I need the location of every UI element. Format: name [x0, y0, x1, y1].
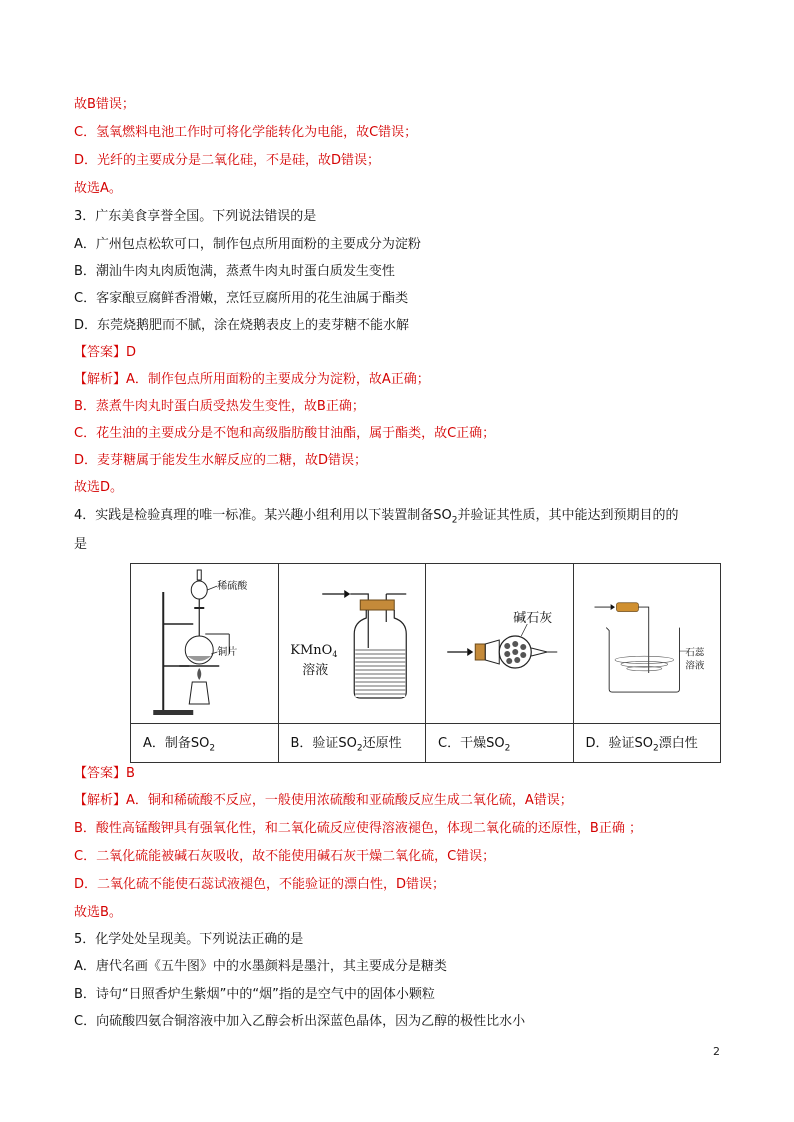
- text-line-4: 故选A。: [74, 181, 122, 196]
- label-solution-b: 溶液: [301, 663, 328, 679]
- q5-option-c: C．向硫酸四氨合铜溶液中加入乙醇会析出深蓝色晶体，因为乙醇的极性比水小: [74, 1014, 526, 1029]
- question-5-stem: 5．化学处处呈现美。下列说法正确的是: [74, 932, 304, 947]
- q4-stem-sub: 2: [451, 515, 458, 526]
- q4-conclusion: 故选B。: [74, 905, 122, 920]
- q3-analysis-a: 【解析】A．制作包点所用面粉的主要成分为淀粉，故A正确；: [74, 372, 430, 387]
- question-4-stem-cont: 是: [74, 537, 88, 552]
- q3-analysis-c: C．花生油的主要成分是不饱和高级脂肪酸甘油酯，属于酯类，故C正确；: [74, 426, 496, 441]
- label-kmno4: KMnO$_4$: [289, 643, 337, 660]
- q4-stem-part-b: 并验证其性质，其中能达到预期目的的: [457, 508, 679, 523]
- q5-option-b: B．诗句“日照香炉生紫烟”中的“烟”指的是空气中的固体小颗粒: [74, 987, 435, 1002]
- q5-option-a: A．唐代名画《五牛图》中的水墨颜料是墨汁，其主要成分是糖类: [74, 959, 447, 974]
- label-soda-lime: 碱石灰: [513, 611, 553, 627]
- q4-analysis-d: D．二氧化硫不能使石蕊试液褪色，不能验证的漂白性，D错误；: [74, 877, 446, 892]
- q4-analysis-a: 【解析】A．铜和稀硫酸不反应，一般使用浓硫酸和亚硫酸反应生成二氧化硫，A错误；: [74, 793, 573, 808]
- apparatus-d-illustration: [574, 564, 721, 722]
- q3-analysis-b: B．蒸煮牛肉丸时蛋白质受热发生变性，故B正确；: [74, 399, 365, 414]
- q4-analysis-b: B．酸性高锰酸钾具有强氧化性，和二氧化硫反应使得溶液褪色，体现二氧化硫的还原性，B正确 ；: [74, 821, 642, 836]
- caption-d: D．验证$SO_2$漂白性: [573, 723, 721, 762]
- q3-answer: 【答案】D: [74, 345, 137, 360]
- text-line-2: C．氢氧燃料电池工作时可将化学能转化为电能，故C错误；: [74, 125, 418, 140]
- apparatus-c-illustration: [426, 564, 573, 722]
- apparatus-b-cell: [278, 564, 426, 724]
- label-copper-sheet: 铜片: [217, 647, 238, 659]
- apparatus-a-cell: [131, 564, 279, 724]
- page-number: 2: [713, 1045, 720, 1058]
- q4-stem-part-a: 4．实践是检验真理的唯一标准。某兴趣小组利用以下装置制备SO: [74, 508, 452, 523]
- apparatus-a-illustration: [131, 564, 278, 722]
- text-line-1: 故B错误；: [74, 97, 135, 112]
- caption-a: A．制备$SO_2$: [131, 723, 279, 762]
- label-solution-d: 溶液: [684, 661, 704, 673]
- q4-analysis-c: C．二氧化硫能被碱石灰吸收，故不能使用碱石灰干燥二氧化硫，C错误；: [74, 849, 496, 864]
- apparatus-b-illustration: [279, 564, 426, 722]
- q3-option-b: B．潮汕牛肉丸肉质饱满，蒸煮牛肉丸时蛋白质发生变性: [74, 264, 395, 279]
- label-litmus: 石蕊: [684, 647, 704, 659]
- q4-answer: 【答案】B: [74, 766, 135, 781]
- caption-b: B．验证$SO_2$还原性: [278, 723, 426, 762]
- q3-option-a: A．广州包点松软可口，制作包点所用面粉的主要成分为淀粉: [74, 237, 421, 252]
- q4-apparatus-table: [130, 563, 721, 763]
- q3-option-d: D．东莞烧鹅肥而不腻，涂在烧鹅表皮上的麦芽糖不能水解: [74, 318, 410, 333]
- text-line-3: D．光纤的主要成分是二氧化硅，不是硅，故D错误；: [74, 153, 381, 168]
- q3-conclusion: 故选D。: [74, 480, 124, 495]
- question-4-stem: [74, 507, 679, 530]
- question-3-stem: 3．广东美食享誉全国。下列说法错误的是: [74, 209, 317, 224]
- q3-analysis-d: D．麦芽糖属于能发生水解反应的二糖，故D错误；: [74, 453, 368, 468]
- apparatus-c-cell: [426, 564, 574, 724]
- caption-c: C．干燥$SO_2$: [426, 723, 574, 762]
- q3-option-c: C．客家酿豆腐鲜香滑嫩，烹饪豆腐所用的花生油属于酯类: [74, 291, 409, 306]
- label-dilute-sulfuric-acid: 稀硫酸: [217, 581, 248, 593]
- apparatus-d-cell: [573, 564, 721, 724]
